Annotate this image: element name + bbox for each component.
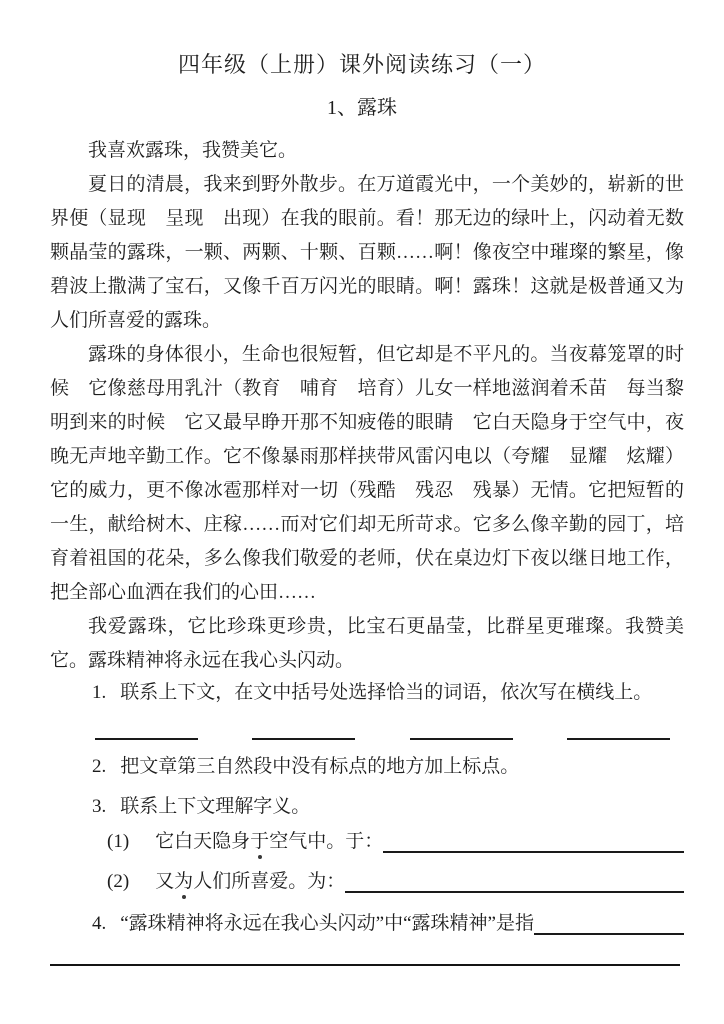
passage-title: 1、露珠 [327,97,397,119]
question-4-text: “露珠精神将永远在我心头闪动”中“露珠精神”是指 [120,913,534,934]
sub-1-emphasized-char: 于 [250,831,270,852]
question-3-sub-2 [107,867,684,897]
question-3 [92,792,684,822]
answer-blank-2 [252,724,355,740]
worksheet-content [50,134,684,966]
question-3-sub-2-text [155,867,345,897]
question-3-sub-2-number: (2) [107,871,130,892]
question-2-text: 把文章第三自然段中没有标点的地方加上标点。 [120,756,520,777]
passage-paragraph-4: 我爱露珠，它比珍珠更珍贵，比宝石更晶莹，比群星更璀璨。我赞美它。露珠精神将永远在我心头闪动。 [50,616,684,671]
page-title: 四年级（上册）课外阅读练习（一） [177,52,546,77]
answer-line-sub-1 [383,827,684,853]
answer-blank-1 [95,724,198,740]
sub-1-suffix: 空气中。于： [269,831,384,852]
sub-2-emphasized-char: 为 [174,871,194,892]
question-3-number: 3. [92,796,107,817]
question-3-sub-1-text [155,827,383,857]
question-3-sub-1-number: (1) [107,831,130,852]
sub-2-suffix: 人们所喜爱。为： [193,871,346,892]
passage-paragraph-2: 夏日的清晨，我来到野外散步。在万道霞光中，一个美妙的，崭新的世界便（显现 呈现 出现）在我的眼前。看！那无边的绿叶上，闪动着无数颗晶莹的露珠，一颗、两颗、十颗、百颗……啊！像夜空中璀璨的繁星，像碧波上撒满了宝石，又像千百万闪光的眼睛。啊！露珠！这就是极普通又为人们所喜爱的露珠。 [50,174,684,331]
question-3-text: 联系上下文理解字义。 [120,796,311,817]
question-2-number: 2. [92,756,107,777]
answer-line-sub-2 [345,867,684,893]
sub-1-prefix: 它白天隐身 [155,831,251,852]
question-1 [92,678,684,708]
answer-line-full-width [50,964,680,966]
question-4 [92,909,684,939]
question-4-number: 4. [92,913,107,934]
question-3-sub-1 [107,827,684,857]
sub-2-prefix: 又 [155,871,175,892]
question-1-number: 1. [92,682,107,703]
answer-line-q4 [534,909,684,935]
question-1-text: 联系上下文，在文中括号处选择恰当的词语，依次写在横线上。 [120,682,653,703]
answer-blank-4 [567,724,670,740]
passage-paragraph-3: 露珠的身体很小，生命也很短暂，但它却是不平凡的。当夜幕笼罩的时候 它像慈母用乳汁（教育 哺育 培育）儿女一样地滋润着禾苗 每当黎明到来的时候 它又最早睁开那不知疲倦的眼睛 它白天隐身于空气中，夜晚无声地辛勤工作。它不像暴雨那样挟带风雷闪电以（夸耀 显耀 炫耀）它的威力，更不像冰雹那样对一切（残酷 残忍 残暴）无情。它把短暂的一生，献给树木、庄稼……而对它们却无所苛求。它多么像辛勤的园丁，培育着祖国的花朵，多么像我们敬爱的老师，伏在桌边灯下夜以继日地工作，把全部心血洒在我们的心田…… [50,344,684,603]
question-1-answer-blanks [95,724,670,740]
passage-paragraph-1: 我喜欢露珠，我赞美它。 [88,140,298,161]
answer-blank-3 [410,724,513,740]
question-2 [92,752,684,782]
